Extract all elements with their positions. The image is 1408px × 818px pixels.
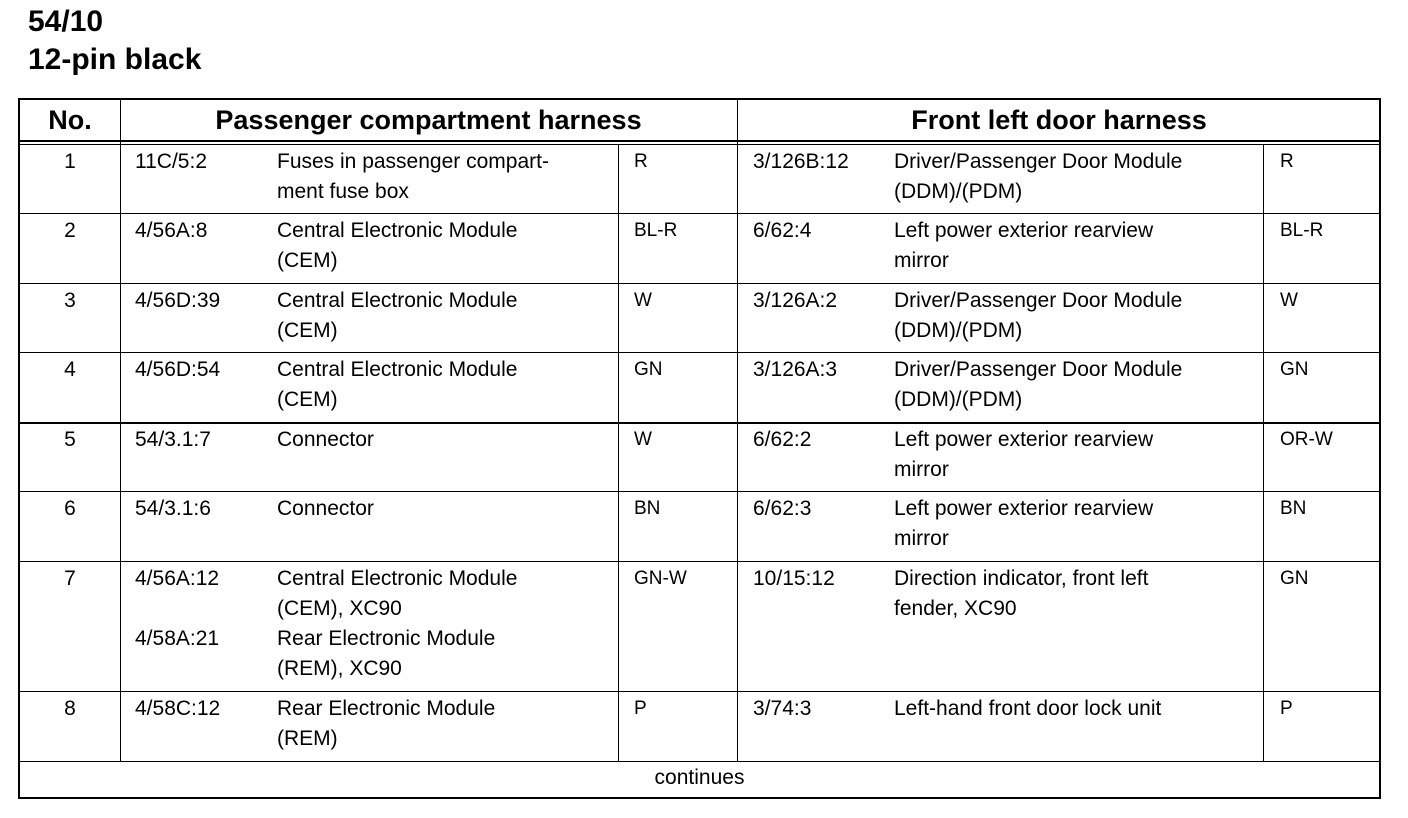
right-component-description: Left power exterior rearview	[894, 219, 1154, 242]
row-divider	[20, 491, 1379, 492]
left-component-description: (CEM)	[277, 249, 338, 272]
right-component-description: mirror	[894, 527, 949, 550]
right-wire-color: GN	[1280, 359, 1309, 380]
row-divider	[20, 422, 1379, 424]
left-terminal-code: 4/58C:12	[135, 697, 221, 720]
pin-number: 1	[64, 150, 76, 173]
right-wire-color: OR-W	[1280, 429, 1333, 450]
left-component-description: Connector	[277, 428, 374, 451]
right-terminal-code: 3/74:3	[753, 697, 812, 720]
pinout-table	[18, 98, 1381, 799]
left-component-description: Rear Electronic Module	[277, 627, 496, 650]
left-component-description: (REM)	[277, 727, 338, 750]
right-component-description: Direction indicator, front left	[894, 567, 1149, 590]
column-divider	[1263, 144, 1264, 761]
right-component-description: Driver/Passenger Door Module	[894, 358, 1183, 381]
column-header-passenger-compartment-harness: Passenger compartment harness	[215, 104, 642, 135]
left-component-description: (CEM)	[277, 319, 338, 342]
left-component-description: (REM), XC90	[277, 657, 402, 680]
right-terminal-code: 3/126A:2	[753, 289, 838, 312]
left-component-description: (CEM), XC90	[277, 597, 402, 620]
left-wire-color: P	[634, 698, 647, 719]
pin-number: 7	[64, 567, 76, 590]
right-wire-color: R	[1280, 151, 1294, 172]
left-terminal-code: 4/56A:12	[135, 567, 220, 590]
right-component-description: fender, XC90	[894, 597, 1017, 620]
right-component-description: Left power exterior rearview	[894, 428, 1154, 451]
right-component-description: (DDM)/(PDM)	[894, 180, 1023, 203]
left-component-description: Central Electronic Module	[277, 358, 518, 381]
left-wire-color: W	[634, 429, 652, 450]
right-component-description: Driver/Passenger Door Module	[894, 289, 1183, 312]
pin-number: 5	[64, 428, 76, 451]
column-header-front-left-door-harness: Front left door harness	[911, 104, 1207, 135]
left-component-description: ment fuse box	[277, 180, 409, 203]
column-divider	[618, 144, 619, 761]
left-component-description: Central Electronic Module	[277, 219, 518, 242]
connector-id: 54/10	[28, 5, 104, 38]
row-divider	[20, 283, 1379, 284]
connector-description: 12-pin black	[28, 43, 202, 76]
right-component-description: Left power exterior rearview	[894, 497, 1154, 520]
right-wire-color: BL-R	[1280, 220, 1324, 241]
left-terminal-code: 4/56D:39	[135, 289, 221, 312]
pin-number: 3	[64, 289, 76, 312]
pin-number: 8	[64, 697, 76, 720]
column-divider	[737, 100, 738, 761]
left-wire-color: BN	[634, 498, 661, 519]
row-divider	[20, 352, 1379, 353]
column-header-no: No.	[48, 104, 92, 135]
right-terminal-code: 6/62:3	[753, 497, 812, 520]
left-component-description: Connector	[277, 497, 374, 520]
right-component-description: Left-hand front door lock unit	[894, 697, 1162, 720]
left-component-description: (CEM)	[277, 388, 338, 411]
left-wire-color: GN-W	[634, 568, 687, 589]
left-terminal-code: 4/56D:54	[135, 358, 221, 381]
left-wire-color: BL-R	[634, 220, 678, 241]
right-component-description: mirror	[894, 249, 949, 272]
left-wire-color: GN	[634, 359, 663, 380]
left-terminal-code: 11C/5:2	[135, 150, 207, 173]
right-wire-color: W	[1280, 290, 1298, 311]
right-terminal-code: 10/15:12	[753, 567, 835, 590]
row-divider	[20, 213, 1379, 214]
left-wire-color: R	[634, 151, 648, 172]
right-terminal-code: 6/62:2	[753, 428, 812, 451]
left-component-description: Rear Electronic Module	[277, 697, 496, 720]
left-terminal-code: 4/58A:21	[135, 627, 220, 650]
row-divider	[20, 761, 1379, 762]
pin-number: 6	[64, 497, 76, 520]
table-footer-continues: continues	[654, 766, 745, 789]
header-divider	[20, 140, 1379, 142]
left-component-description: Central Electronic Module	[277, 289, 518, 312]
pin-number: 4	[64, 358, 76, 381]
row-divider	[20, 691, 1379, 692]
left-terminal-code: 54/3.1:7	[135, 428, 211, 451]
left-terminal-code: 54/3.1:6	[135, 497, 211, 520]
right-component-description: (DDM)/(PDM)	[894, 388, 1023, 411]
right-component-description: (DDM)/(PDM)	[894, 319, 1023, 342]
right-wire-color: GN	[1280, 568, 1309, 589]
right-wire-color: BN	[1280, 498, 1307, 519]
left-component-description: Central Electronic Module	[277, 567, 518, 590]
right-terminal-code: 3/126B:12	[753, 150, 849, 173]
right-terminal-code: 3/126A:3	[753, 358, 838, 381]
left-component-description: Fuses in passenger compart-	[277, 150, 549, 173]
right-component-description: mirror	[894, 458, 949, 481]
left-terminal-code: 4/56A:8	[135, 219, 208, 242]
right-component-description: Driver/Passenger Door Module	[894, 150, 1183, 173]
right-terminal-code: 6/62:4	[753, 219, 812, 242]
right-wire-color: P	[1280, 698, 1293, 719]
header-divider	[20, 144, 1379, 145]
column-divider	[120, 100, 121, 761]
pin-number: 2	[64, 219, 76, 242]
left-wire-color: W	[634, 290, 652, 311]
row-divider	[20, 561, 1379, 562]
